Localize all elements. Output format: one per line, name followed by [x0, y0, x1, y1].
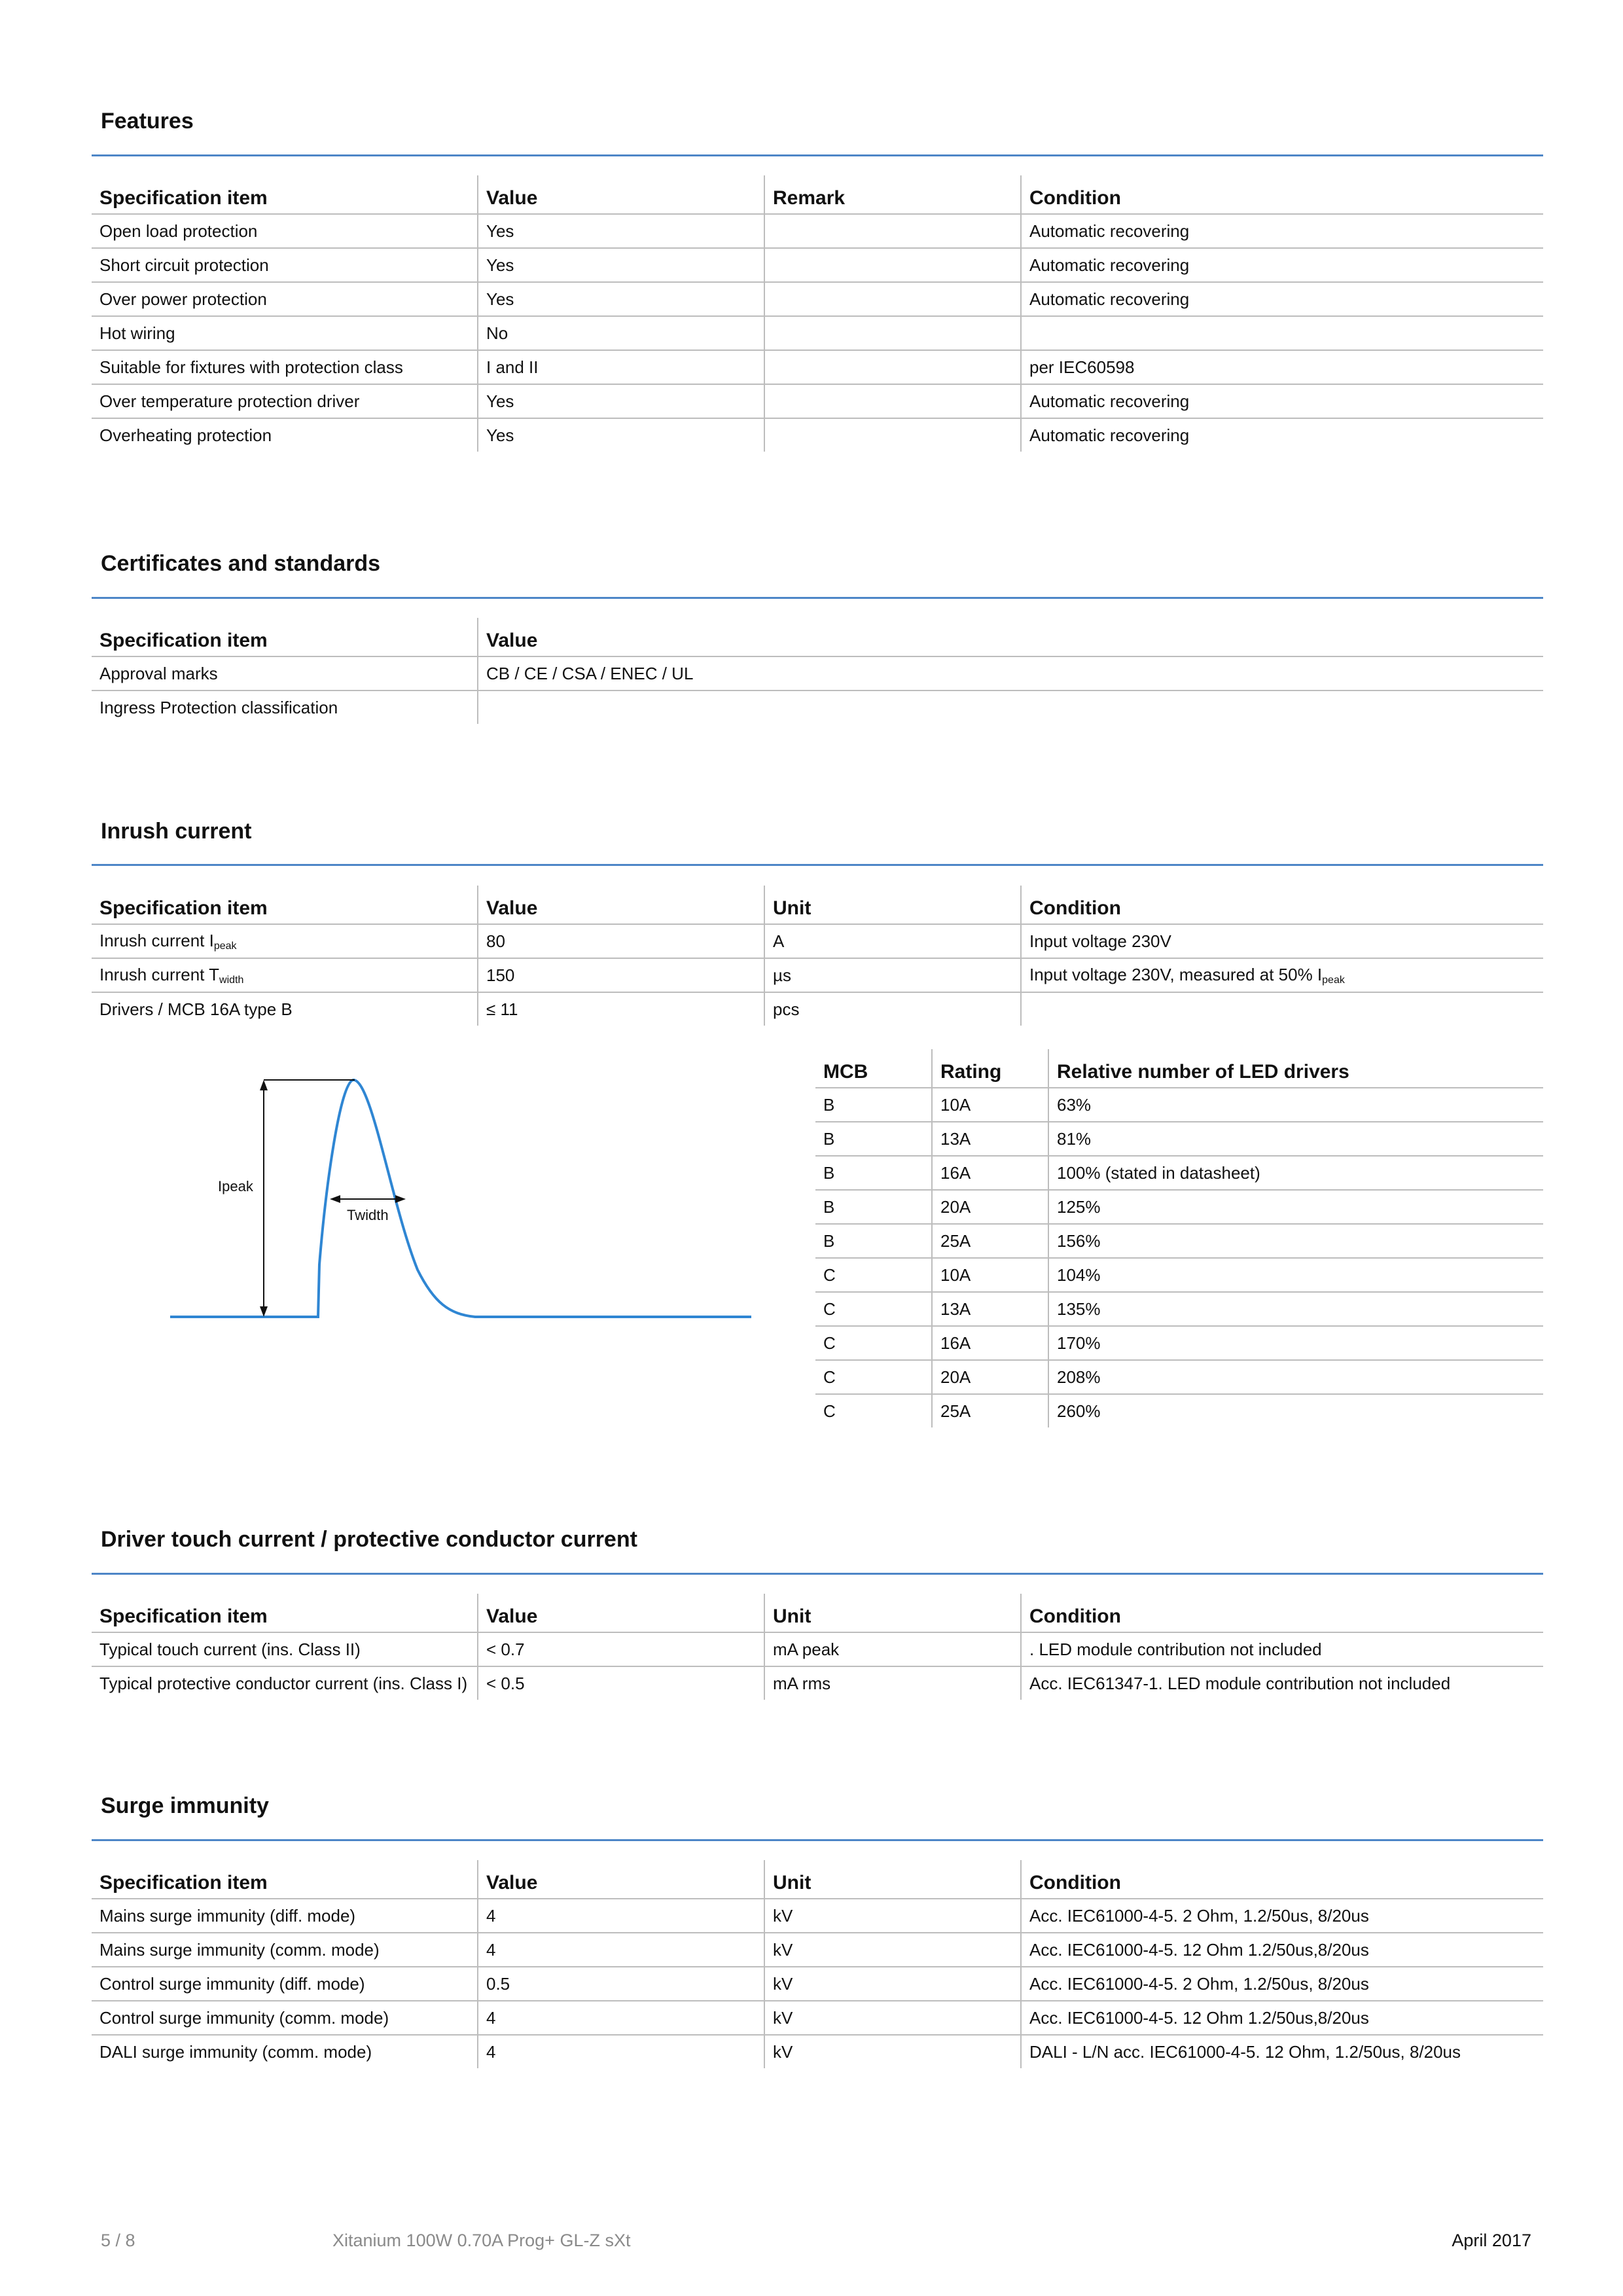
table-cell: Yes	[478, 384, 764, 418]
table-cell: 170%	[1048, 1326, 1543, 1360]
table-cell: 4	[478, 2001, 764, 2035]
table-cell: 81%	[1048, 1122, 1543, 1156]
table-row	[92, 1666, 1543, 1700]
cell-subscript: peak	[213, 940, 237, 952]
column-header: Condition	[1021, 175, 1543, 214]
table-cell	[1021, 992, 1543, 1026]
table-cell: Short circuit protection	[92, 248, 478, 282]
table-row	[92, 350, 1543, 384]
table-cell: B	[815, 1190, 932, 1224]
table-cell: Suitable for fixtures with protection class	[92, 350, 478, 384]
column-header: Value	[478, 175, 764, 214]
table-cell: Mains surge immunity (comm. mode)	[92, 1933, 478, 1967]
table-cell: 150	[478, 958, 764, 992]
touch-current-table	[92, 1594, 1543, 1700]
table-cell: 4	[478, 2035, 764, 2068]
features-table	[92, 175, 1543, 452]
table-header-row	[92, 175, 1543, 214]
table-row	[92, 282, 1543, 316]
column-header: MCB	[815, 1049, 932, 1088]
table-row	[815, 1394, 1543, 1427]
table-cell: 208%	[1048, 1360, 1543, 1394]
table-cell: C	[815, 1360, 932, 1394]
table-cell: kV	[764, 2001, 1021, 2035]
column-header: Specification item	[92, 886, 478, 924]
table-cell: C	[815, 1326, 932, 1360]
table-cell: 13A	[932, 1122, 1048, 1156]
column-header: Value	[478, 1594, 764, 1632]
column-header: Condition	[1021, 1860, 1543, 1899]
table-cell	[1021, 316, 1543, 350]
table-cell: Acc. IEC61000-4-5. 2 Ohm, 1.2/50us, 8/20us	[1021, 1967, 1543, 2001]
table-cell: DALI - L/N acc. IEC61000-4-5. 12 Ohm, 1.2/50us, 8/20us	[1021, 2035, 1543, 2068]
table-cell: Yes	[478, 418, 764, 452]
surge-table	[92, 1860, 1543, 2068]
product-name: Xitanium 100W 0.70A Prog+ GL-Z sXt	[332, 2231, 631, 2250]
table-row	[815, 1190, 1543, 1224]
table-cell: 20A	[932, 1360, 1048, 1394]
table-cell: < 0.5	[478, 1666, 764, 1700]
table-cell: Over temperature protection driver	[92, 384, 478, 418]
features-title: Features	[101, 109, 194, 134]
table-cell: I and II	[478, 350, 764, 384]
table-cell: 63%	[1048, 1088, 1543, 1122]
table-cell: Acc. IEC61347-1. LED module contribution not included	[1021, 1666, 1543, 1700]
table-cell: Overheating protection	[99, 425, 272, 445]
column-header: Specification item	[92, 175, 478, 214]
table-cell: Acc. IEC61000-4-5. 12 Ohm 1.2/50us,8/20us	[1021, 2001, 1543, 2035]
table-cell: 25A	[932, 1394, 1048, 1427]
table-cell: 80	[478, 924, 764, 958]
table-row	[815, 1224, 1543, 1258]
table-cell: 4	[478, 1899, 764, 1933]
table-cell: C	[815, 1258, 932, 1292]
table-cell: 10A	[932, 1088, 1048, 1122]
table-cell: Automatic recovering	[1021, 384, 1543, 418]
column-header: Remark	[764, 175, 1021, 214]
table-row	[92, 214, 1543, 248]
table-cell: per IEC60598	[1021, 350, 1543, 384]
table-cell: C	[823, 1401, 836, 1421]
table-cell	[478, 691, 1543, 724]
cell-text: Inrush current T	[99, 964, 220, 984]
table-cell	[764, 214, 1021, 248]
table-cell: kV	[764, 2035, 1021, 2068]
table-cell: 16A	[932, 1326, 1048, 1360]
twidth-label: Twidth	[347, 1207, 389, 1223]
table-cell: CB / CE / CSA / ENEC / UL	[478, 656, 1543, 691]
cell-subscript: width	[219, 974, 244, 986]
twidth-arrow-head-right	[395, 1195, 406, 1203]
table-cell: . LED module contribution not included	[1021, 1632, 1543, 1666]
surge-title: Surge immunity	[101, 1793, 269, 1818]
cell-text: Input voltage 230V, measured at 50% I	[1029, 964, 1323, 984]
table-cell	[764, 384, 1021, 418]
table-row	[92, 958, 1543, 992]
column-header: Value	[478, 618, 1543, 656]
table-cell	[1021, 958, 1543, 992]
table-cell: 260%	[1048, 1394, 1543, 1427]
table-cell: No	[478, 316, 764, 350]
table-cell: Control surge immunity (diff. mode)	[92, 1967, 478, 2001]
table-cell: Automatic recovering	[1021, 282, 1543, 316]
table-cell: 4	[478, 1933, 764, 1967]
table-header-row	[92, 1860, 1543, 1899]
table-cell: Ingress Protection classification	[99, 697, 338, 717]
column-header: Value	[478, 886, 764, 924]
table-cell: 125%	[1048, 1190, 1543, 1224]
table-cell: B	[815, 1156, 932, 1190]
table-cell: Acc. IEC61000-4-5. 12 Ohm 1.2/50us,8/20us	[1021, 1933, 1543, 1967]
touch-current-title: Driver touch current / protective conductor current	[101, 1527, 637, 1552]
table-cell: 0.5	[478, 1967, 764, 2001]
table-row	[92, 691, 1543, 724]
table-row	[92, 2035, 1543, 2068]
cell-text: Inrush current I	[99, 930, 214, 950]
table-cell: 16A	[932, 1156, 1048, 1190]
document-date: April 2017	[1452, 2231, 1531, 2250]
mcb-table	[815, 1049, 1543, 1427]
table-cell: 20A	[932, 1190, 1048, 1224]
table-header-row	[92, 618, 1543, 656]
table-row	[92, 248, 1543, 282]
table-cell: Typical touch current (ins. Class II)	[92, 1632, 478, 1666]
table-row	[92, 1933, 1543, 1967]
table-cell	[764, 248, 1021, 282]
ipeak-arrow-head-bottom	[260, 1306, 268, 1317]
inrush-waveform-diagram	[169, 1054, 758, 1329]
table-cell: Automatic recovering	[1021, 248, 1543, 282]
table-cell: 100% (stated in datasheet)	[1048, 1156, 1543, 1190]
column-header: Specification item	[92, 1860, 478, 1899]
column-header: Unit	[764, 1594, 1021, 1632]
table-cell: C	[815, 1292, 932, 1326]
table-cell: Automatic recovering	[1021, 214, 1543, 248]
column-header: Value	[478, 1860, 764, 1899]
table-cell: Over power protection	[92, 282, 478, 316]
table-cell: B	[815, 1224, 932, 1258]
table-row	[92, 384, 1543, 418]
table-cell: < 0.7	[478, 1632, 764, 1666]
table-cell: B	[815, 1122, 932, 1156]
table-cell	[92, 958, 478, 992]
column-header: Specification item	[92, 1594, 478, 1632]
table-cell: mA rms	[764, 1666, 1021, 1700]
table-cell: Input voltage 230V	[1021, 924, 1543, 958]
ipeak-label: Ipeak	[218, 1178, 253, 1194]
table-row	[92, 1967, 1543, 2001]
certificates-table	[92, 618, 1543, 724]
table-row	[92, 316, 1543, 350]
table-row	[92, 2001, 1543, 2035]
column-header: Unit	[764, 1860, 1021, 1899]
table-row	[92, 656, 1543, 691]
table-cell: Drivers / MCB 16A type B	[99, 999, 293, 1019]
certificates-title: Certificates and standards	[101, 551, 381, 576]
table-row	[815, 1088, 1543, 1122]
table-cell: pcs	[764, 992, 1021, 1026]
table-row	[815, 1258, 1543, 1292]
column-header: Rating	[932, 1049, 1048, 1088]
table-cell	[92, 924, 478, 958]
table-cell	[764, 316, 1021, 350]
table-cell: Control surge immunity (comm. mode)	[92, 2001, 478, 2035]
inrush-title: Inrush current	[101, 819, 252, 844]
table-header-row	[92, 886, 1543, 924]
table-cell: Hot wiring	[92, 316, 478, 350]
table-cell: Acc. IEC61000-4-5. 2 Ohm, 1.2/50us, 8/20us	[1021, 1899, 1543, 1933]
features-rule	[92, 154, 1543, 156]
table-cell: mA peak	[764, 1632, 1021, 1666]
table-cell	[764, 350, 1021, 384]
table-cell: 135%	[1048, 1292, 1543, 1326]
table-cell: 104%	[1048, 1258, 1543, 1292]
table-cell: Approval marks	[92, 656, 478, 691]
table-row	[815, 1326, 1543, 1360]
table-cell: Automatic recovering	[1021, 418, 1543, 452]
table-cell: kV	[764, 1967, 1021, 2001]
table-cell: ≤ 11	[478, 992, 764, 1026]
table-row	[92, 1899, 1543, 1933]
table-row	[92, 418, 1543, 452]
table-cell: Yes	[478, 248, 764, 282]
page-number: 5 / 8	[101, 2231, 135, 2250]
inrush-table	[92, 886, 1543, 1026]
table-cell: DALI surge immunity (comm. mode)	[99, 2041, 372, 2062]
table-row	[92, 1632, 1543, 1666]
table-row	[92, 924, 1543, 958]
table-cell	[764, 418, 1021, 452]
column-header: Unit	[764, 886, 1021, 924]
touch-current-rule	[92, 1573, 1543, 1575]
inrush-rule	[92, 864, 1543, 866]
table-cell: 13A	[932, 1292, 1048, 1326]
certificates-rule	[92, 597, 1543, 599]
table-cell: Yes	[478, 282, 764, 316]
table-row	[815, 1122, 1543, 1156]
twidth-arrow-head-left	[330, 1195, 340, 1203]
table-cell: µs	[764, 958, 1021, 992]
column-header: Relative number of LED drivers	[1048, 1049, 1543, 1088]
table-row	[92, 992, 1543, 1026]
table-cell: Yes	[478, 214, 764, 248]
table-cell: Open load protection	[92, 214, 478, 248]
table-cell: Mains surge immunity (diff. mode)	[92, 1899, 478, 1933]
table-cell: 25A	[932, 1224, 1048, 1258]
table-cell	[764, 282, 1021, 316]
table-cell: 156%	[1048, 1224, 1543, 1258]
table-cell: Typical protective conductor current (ins. Class I)	[99, 1673, 468, 1693]
table-row	[815, 1360, 1543, 1394]
surge-rule	[92, 1839, 1543, 1841]
table-header-row	[92, 1594, 1543, 1632]
column-header: Specification item	[92, 618, 478, 656]
waveform-line	[170, 1080, 751, 1317]
table-cell: 10A	[932, 1258, 1048, 1292]
table-cell: A	[764, 924, 1021, 958]
column-header: Condition	[1021, 1594, 1543, 1632]
table-header-row	[815, 1049, 1543, 1088]
table-row	[815, 1292, 1543, 1326]
table-cell: B	[815, 1088, 932, 1122]
column-header: Condition	[1021, 886, 1543, 924]
table-cell: kV	[764, 1899, 1021, 1933]
cell-subscript: peak	[1322, 974, 1345, 986]
ipeak-arrow-head-top	[260, 1080, 268, 1090]
table-row	[815, 1156, 1543, 1190]
table-cell: kV	[764, 1933, 1021, 1967]
